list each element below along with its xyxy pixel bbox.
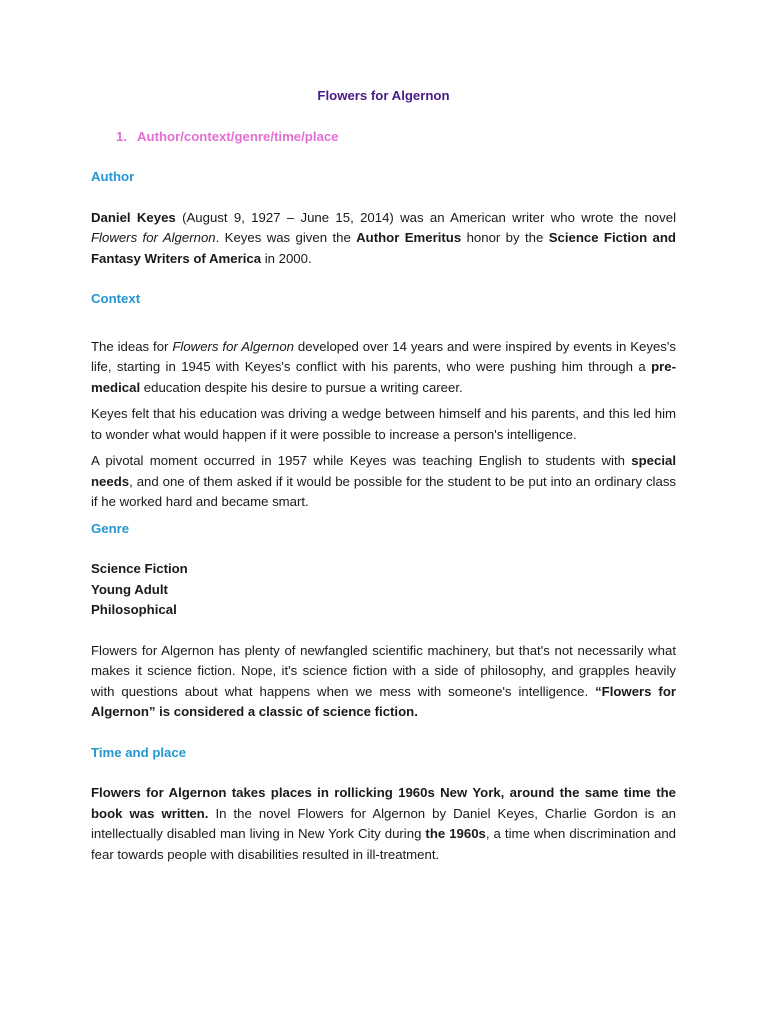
context-p1-a: The ideas for xyxy=(91,338,173,354)
document-body xyxy=(91,86,676,865)
heading-text: Author/context/genre/time/place xyxy=(137,128,339,144)
genre-item: Science Fiction xyxy=(91,561,188,576)
org-name: Science Fiction and Fantasy Writers of America xyxy=(91,230,676,266)
author-name: Daniel Keyes xyxy=(91,209,176,225)
context-p1-b: developed over 14 years and were inspired by events in Keyes's life, starting in 1945 with Keyes's conflict with his parents, who were pushing him through a xyxy=(91,338,676,374)
tp-bold-3: , around the same time the book was written. xyxy=(91,785,676,821)
genre-list xyxy=(91,559,676,621)
page-title: Flowers for Algernon xyxy=(317,88,450,103)
time-place-paragraph xyxy=(91,783,676,865)
context-p3-b: , and one of them asked if it would be possible for the student to be put into an ordinary class if he worked hard and became smart. xyxy=(91,473,676,509)
section-heading-time-place: Time and place xyxy=(91,744,187,760)
section-heading-context: Context xyxy=(91,291,141,306)
tp-text-b: , a time when discrimination and fear towards people with disabilities resulted in ill-treatment. xyxy=(91,826,676,862)
genre-item: Philosophical xyxy=(91,602,177,617)
tp-bold-1: Flowers for Algernon takes places in rollicking xyxy=(91,785,399,800)
author-paragraph xyxy=(91,208,676,270)
context-p3-a: A pivotal moment occurred in 1957 while Keyes was teaching English to students with xyxy=(91,453,632,468)
tp-bold-2: 1960s New York xyxy=(398,785,501,800)
genre-p-a: Flowers for Algernon has plenty of newfangled scientific machinery, but that's not necessarily what makes it science fiction. Nope, it's science fiction with a side of philosophy, and grapples heavily with questions about what happens when we mess with someone's intelligence. xyxy=(91,642,676,699)
genre-paragraph xyxy=(91,641,676,723)
context-paragraph-1 xyxy=(91,337,676,399)
genre-p-bold: “Flowers for Algernon” is considered a classic of science fiction. xyxy=(91,683,677,719)
author-text-3: honor by the xyxy=(461,230,549,245)
context-p1-bold: pre-medical xyxy=(91,359,676,395)
context-p3-bold: special needs xyxy=(91,453,676,489)
honor-name: Author Emeritus xyxy=(356,230,462,245)
context-p1-novel: Flowers for Algernon xyxy=(172,338,295,354)
genre-item: Young Adult xyxy=(91,581,168,597)
tp-text-a: In the novel Flowers for Algernon by Daniel Keyes, Charlie Gordon is an intellectually disabled man living in New York City during xyxy=(91,805,676,841)
author-text-1: (August 9, 1927 – June 15, 2014) was an American writer who wrote the novel xyxy=(175,209,676,225)
heading-number: 1. xyxy=(116,128,127,144)
section-heading-author: Author xyxy=(91,169,135,184)
context-paragraph-2: Keyes felt that his education was driving a wedge between himself and his parents, and this led him to wonder what would happen if it were possible to increase a person's intelligence. xyxy=(91,406,676,442)
section-heading-genre: Genre xyxy=(91,520,130,536)
author-text-2: . Keyes was given the xyxy=(215,230,357,245)
tp-bold-4: the 1960s xyxy=(425,826,486,841)
context-p1-c: education despite his desire to pursue a writing career. xyxy=(140,379,463,395)
context-paragraph-3 xyxy=(91,451,676,513)
numbered-heading xyxy=(116,127,676,148)
author-text-4: in 2000. xyxy=(261,250,312,266)
novel-title: Flowers for Algernon xyxy=(91,230,216,245)
